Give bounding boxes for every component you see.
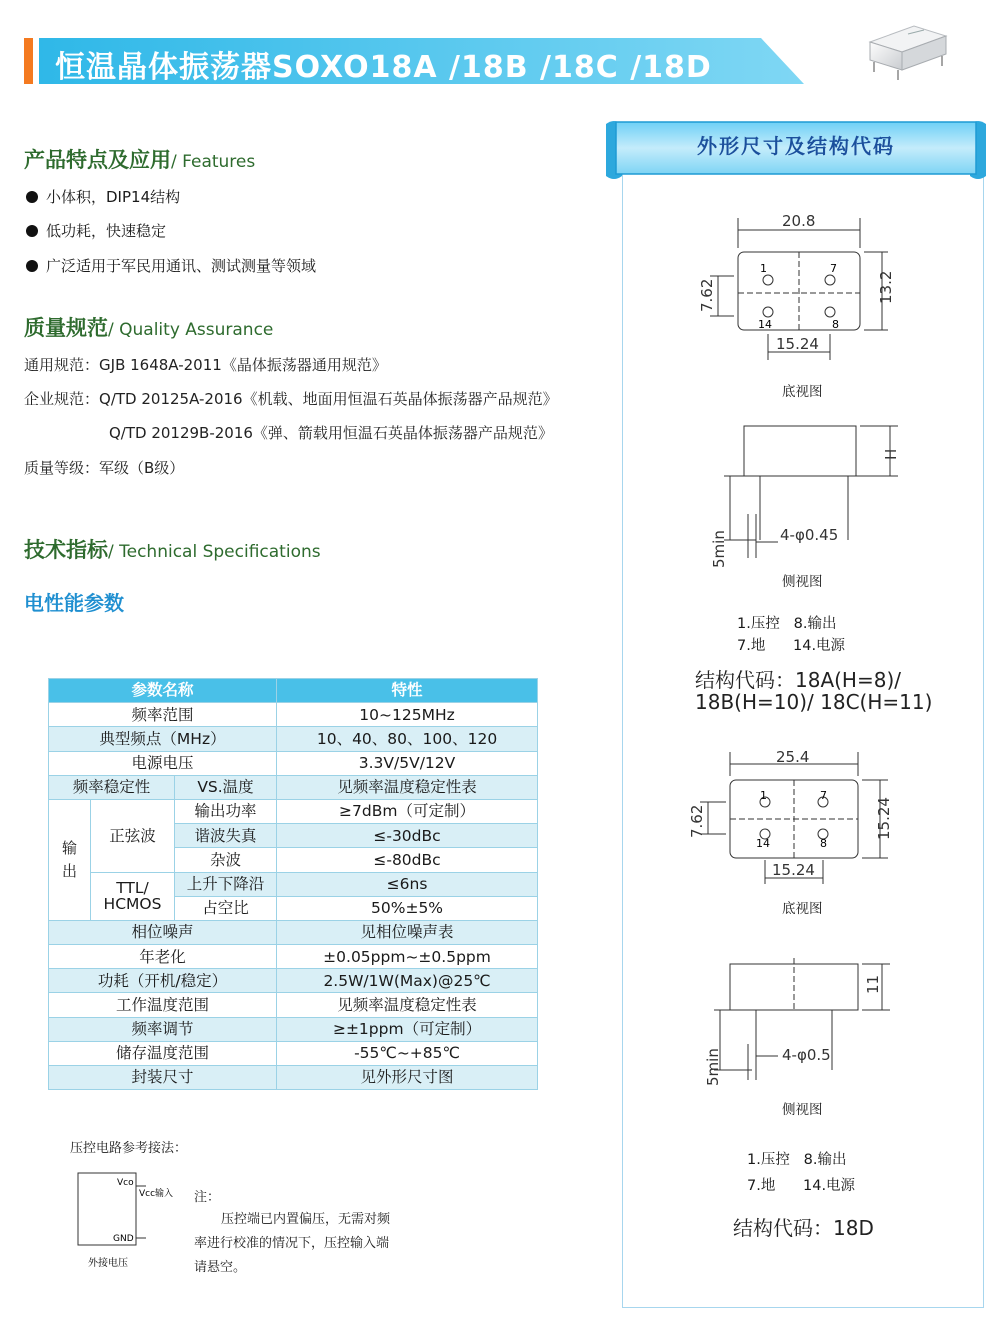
- svg-text:7.62: 7.62: [698, 278, 716, 312]
- svg-text:GND: GND: [113, 1234, 134, 1244]
- bottom-view-caption: 底视图: [782, 384, 823, 400]
- electrical-subheading: 电性能参数: [24, 591, 124, 615]
- structure-code: 18B(H=10)/ 18C(H=11): [695, 690, 933, 714]
- quality-enterprise: 企业规范：Q/TD 20125A-2016《机载、地面用恒温石英晶体振荡器产品规范》: [24, 390, 558, 408]
- bottom-view-caption: 底视图: [782, 901, 823, 917]
- pin-legend: 7.地 14.电源: [737, 638, 846, 654]
- table-row: 功耗（开机/稳定） 2.5W/1W(Max)@25℃: [49, 969, 538, 993]
- table-row: 储存温度范围 -55℃~+85℃: [49, 1041, 538, 1065]
- svg-text:1: 1: [760, 262, 767, 275]
- table-row: 封装尺寸 见外形尺寸图: [49, 1066, 538, 1090]
- svg-text:5min: 5min: [704, 1048, 722, 1086]
- spec-table: [48, 678, 538, 1090]
- features-heading: 产品特点及应用/ Features: [24, 148, 256, 172]
- bottom-view-drawing-2: [680, 742, 910, 892]
- svg-text:8: 8: [820, 837, 827, 850]
- bottom-view-drawing-1: [690, 208, 910, 368]
- quality-heading: 质量规范/ Quality Assurance: [24, 316, 274, 340]
- feature-item: 小体积，DIP14结构: [26, 186, 180, 207]
- table-row: 典型频点（MHz） 10、40、80、100、120: [49, 727, 538, 751]
- circuit-caption: 压控电路参考接法：: [70, 1141, 188, 1156]
- pin-legend: 7.地 14.电源: [747, 1178, 856, 1194]
- quality-enterprise-2: Q/TD 20129B-2016《弹、箭载用恒温石英晶体振荡器产品规范》: [109, 424, 553, 442]
- table-row: 频率稳定性 VS.温度 见频率温度稳定性表: [49, 775, 538, 799]
- svg-text:8: 8: [832, 318, 839, 331]
- table-row: 年老化 ±0.05ppm~±0.5ppm: [49, 945, 538, 969]
- quality-general: 通用规范：GJB 1648A-2011《晶体振荡器通用规范》: [24, 356, 387, 374]
- svg-text:4-φ0.5: 4-φ0.5: [782, 1046, 831, 1064]
- svg-text:15.24: 15.24: [772, 861, 815, 879]
- side-view-drawing-2: [700, 948, 900, 1090]
- svg-text:7: 7: [830, 262, 837, 275]
- svg-text:11: 11: [864, 974, 882, 994]
- circuit-note: 请悬空。: [194, 1260, 247, 1275]
- svg-text:14: 14: [758, 318, 772, 331]
- svg-text:20.8: 20.8: [782, 212, 816, 230]
- table-row: 电源电压 3.3V/5V/12V: [49, 751, 538, 775]
- panel-title: 外形尺寸及结构代码: [697, 134, 895, 158]
- svg-text:Vcc输入: Vcc输入: [139, 1189, 174, 1199]
- svg-text:H: H: [882, 448, 900, 460]
- pin-legend: 1.压控 8.输出: [737, 616, 837, 632]
- quality-grade: 质量等级：军级（B级）: [24, 459, 185, 477]
- title-bar: [24, 38, 804, 84]
- structure-code: 结构代码：18A(H=8)/: [695, 668, 901, 692]
- svg-text:7: 7: [820, 789, 827, 802]
- svg-text:1: 1: [760, 789, 767, 802]
- svg-text:14: 14: [756, 837, 770, 850]
- svg-text:5min: 5min: [710, 530, 728, 568]
- svg-text:4-φ0.45: 4-φ0.45: [780, 526, 839, 544]
- circuit-diagram: [70, 1168, 190, 1278]
- side-view-drawing-1: [700, 418, 910, 570]
- feature-item: 低功耗，快速稳定: [26, 220, 166, 241]
- structure-code: 结构代码：18D: [733, 1216, 874, 1240]
- table-row: 杂波 ≤-80dBc: [49, 848, 538, 872]
- table-row: 占空比 50%±5%: [49, 896, 538, 920]
- table-row: 相位噪声 见相位噪声表: [49, 920, 538, 944]
- circuit-note: 压控端已内置偏压，无需对频: [221, 1212, 391, 1227]
- title-band: [39, 38, 804, 84]
- svg-text:25.4: 25.4: [776, 748, 810, 766]
- svg-text:13.2: 13.2: [877, 270, 895, 304]
- feature-item: 广泛适用于军民用通讯、测试测量等领域: [26, 255, 316, 276]
- tech-heading: 技术指标/ Technical Specifications: [24, 538, 321, 562]
- table-row: 工作温度范围 见频率温度稳定性表: [49, 993, 538, 1017]
- table-row: 谐波失真 ≤-30dBc: [49, 824, 538, 848]
- table-row: TTL/ HCMOS 上升下降沿 ≤6ns: [49, 872, 538, 896]
- circuit-note: 率进行校准的情况下，压控输入端: [194, 1236, 390, 1251]
- circuit-note-label: 注：: [194, 1190, 221, 1205]
- side-view-caption: 侧视图: [782, 574, 823, 590]
- page-title: 恒温晶体振荡器SOXO18A /18B /18C /18D: [55, 50, 712, 85]
- svg-text:外接电压: 外接电压: [88, 1258, 128, 1269]
- table-row: 频率调节 ≥±1ppm（可定制）: [49, 1017, 538, 1041]
- table-row: 频率范围 10~125MHz: [49, 703, 538, 727]
- svg-text:Vco: Vco: [117, 1178, 134, 1188]
- svg-text:15.24: 15.24: [875, 797, 893, 840]
- pin-legend: 1.压控 8.输出: [747, 1152, 847, 1168]
- svg-text:7.62: 7.62: [688, 804, 706, 838]
- table-header: 参数名称 特性: [49, 679, 538, 703]
- side-view-caption: 侧视图: [782, 1102, 823, 1118]
- svg-text:15.24: 15.24: [776, 335, 819, 353]
- title-accent: [24, 38, 33, 84]
- product-photo: [862, 20, 952, 82]
- table-row: 输出 正弦波 输出功率 ≥7dBm（可定制）: [49, 799, 538, 823]
